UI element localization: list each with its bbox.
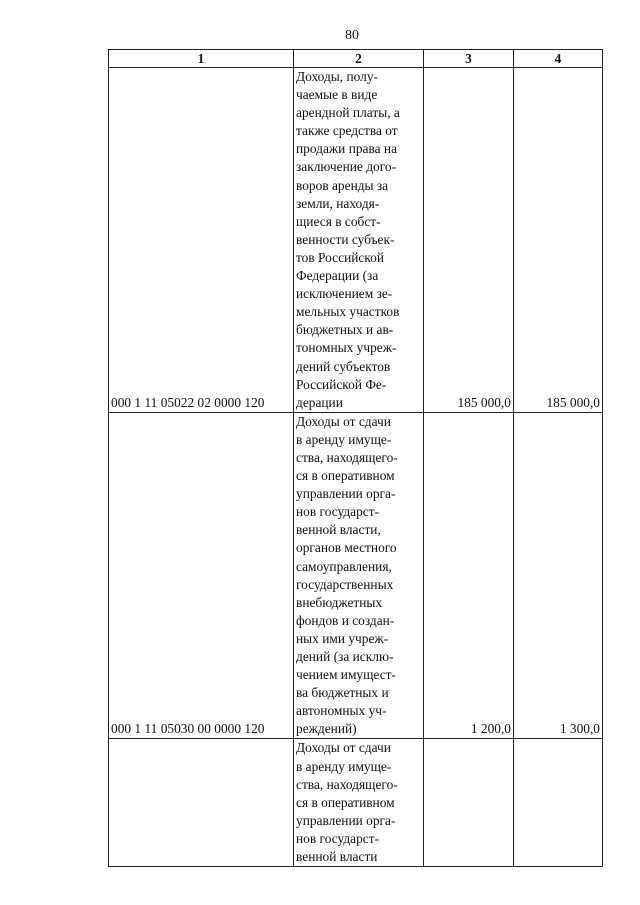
description-line: самоуправления, xyxy=(296,558,392,574)
page-number: 80 xyxy=(345,28,359,43)
description-line: фондов и создан- xyxy=(296,612,395,628)
revenue-table xyxy=(108,49,603,867)
description-line: мельных участков xyxy=(296,304,400,320)
amount-column-3-cell xyxy=(424,739,514,867)
description-line: государственных xyxy=(296,576,394,592)
description-line: бюджетных и ав- xyxy=(296,322,394,338)
description-line: также средства от xyxy=(296,123,398,139)
amount-column-4-cell: 185 000,0 xyxy=(514,68,603,413)
revenue-description-cell xyxy=(294,739,424,867)
description-line: дений (за исклю- xyxy=(296,649,394,664)
description-line: венности субъек- xyxy=(296,231,395,247)
table-row xyxy=(109,739,603,867)
column-header-4: 4 xyxy=(514,50,603,68)
amount-column-4-cell xyxy=(514,739,603,867)
column-header-2: 2 xyxy=(294,50,424,68)
description-line: нов государст- xyxy=(296,830,380,846)
budget-code-cell xyxy=(109,739,294,867)
description-line: земли, находя- xyxy=(296,195,380,211)
description-line: нов государст- xyxy=(296,504,380,520)
revenue-description-cell xyxy=(294,412,424,739)
description-line: автономных уч- xyxy=(296,703,387,719)
description-line: реждений) xyxy=(296,721,357,737)
description-line: исключением зе- xyxy=(296,286,393,302)
column-header-3: 3 xyxy=(424,50,514,68)
description-line: чением имущест- xyxy=(296,667,396,683)
description-line: Российской Фе- xyxy=(296,376,387,392)
table-row xyxy=(109,68,603,413)
description-line: ся в оперативном xyxy=(296,794,395,810)
table-body xyxy=(109,68,603,867)
description-line: венной власти xyxy=(296,849,378,865)
description-line: продажи права на xyxy=(296,141,398,157)
amount-column-3-cell: 185 000,0 xyxy=(424,68,514,413)
budget-code-cell: 000 1 11 05022 02 0000 120 xyxy=(109,68,294,413)
description-line: ва бюджетных и xyxy=(296,685,389,701)
description-line: управлении орга- xyxy=(296,486,396,502)
description-line: тономных учреж- xyxy=(296,340,397,356)
description-line: органов местного xyxy=(296,540,397,556)
description-line: Доходы, полу- xyxy=(296,69,379,84)
description-line: в аренду имуще- xyxy=(296,431,392,447)
description-line: щиеся в собст- xyxy=(296,213,381,229)
description-line: ства, находящего- xyxy=(296,449,398,465)
revenue-description-cell xyxy=(294,68,424,413)
description-line: в аренду имуще- xyxy=(296,758,392,774)
description-line: тов Российской xyxy=(296,249,385,265)
column-header-1: 1 xyxy=(109,50,294,68)
description-line: арендной платы, а xyxy=(296,105,400,121)
description-line: дений субъектов xyxy=(296,358,391,374)
description-line: воров аренды за xyxy=(296,177,389,193)
amount-column-3-cell: 1 200,0 xyxy=(424,412,514,739)
description-line: ства, находящего- xyxy=(296,776,398,792)
description-line: венной власти, xyxy=(296,522,381,538)
description-line: внебюджетных xyxy=(296,594,383,610)
description-line: ных ими учреж- xyxy=(296,630,389,646)
description-line: Доходы от сдачи xyxy=(296,413,391,429)
budget-code-cell: 000 1 11 05030 00 0000 120 xyxy=(109,412,294,739)
amount-column-4-cell: 1 300,0 xyxy=(514,412,603,739)
description-line: дерации xyxy=(296,394,343,410)
description-line: заключение дого- xyxy=(296,159,397,175)
description-line: управлении орга- xyxy=(296,812,396,828)
description-line: Доходы от сдачи xyxy=(296,740,391,756)
table-row xyxy=(109,412,603,739)
description-line: Федерации (за xyxy=(296,268,379,284)
description-line: чаемые в виде xyxy=(296,87,378,103)
description-line: ся в оперативном xyxy=(296,468,395,484)
table-header-row xyxy=(109,50,603,68)
